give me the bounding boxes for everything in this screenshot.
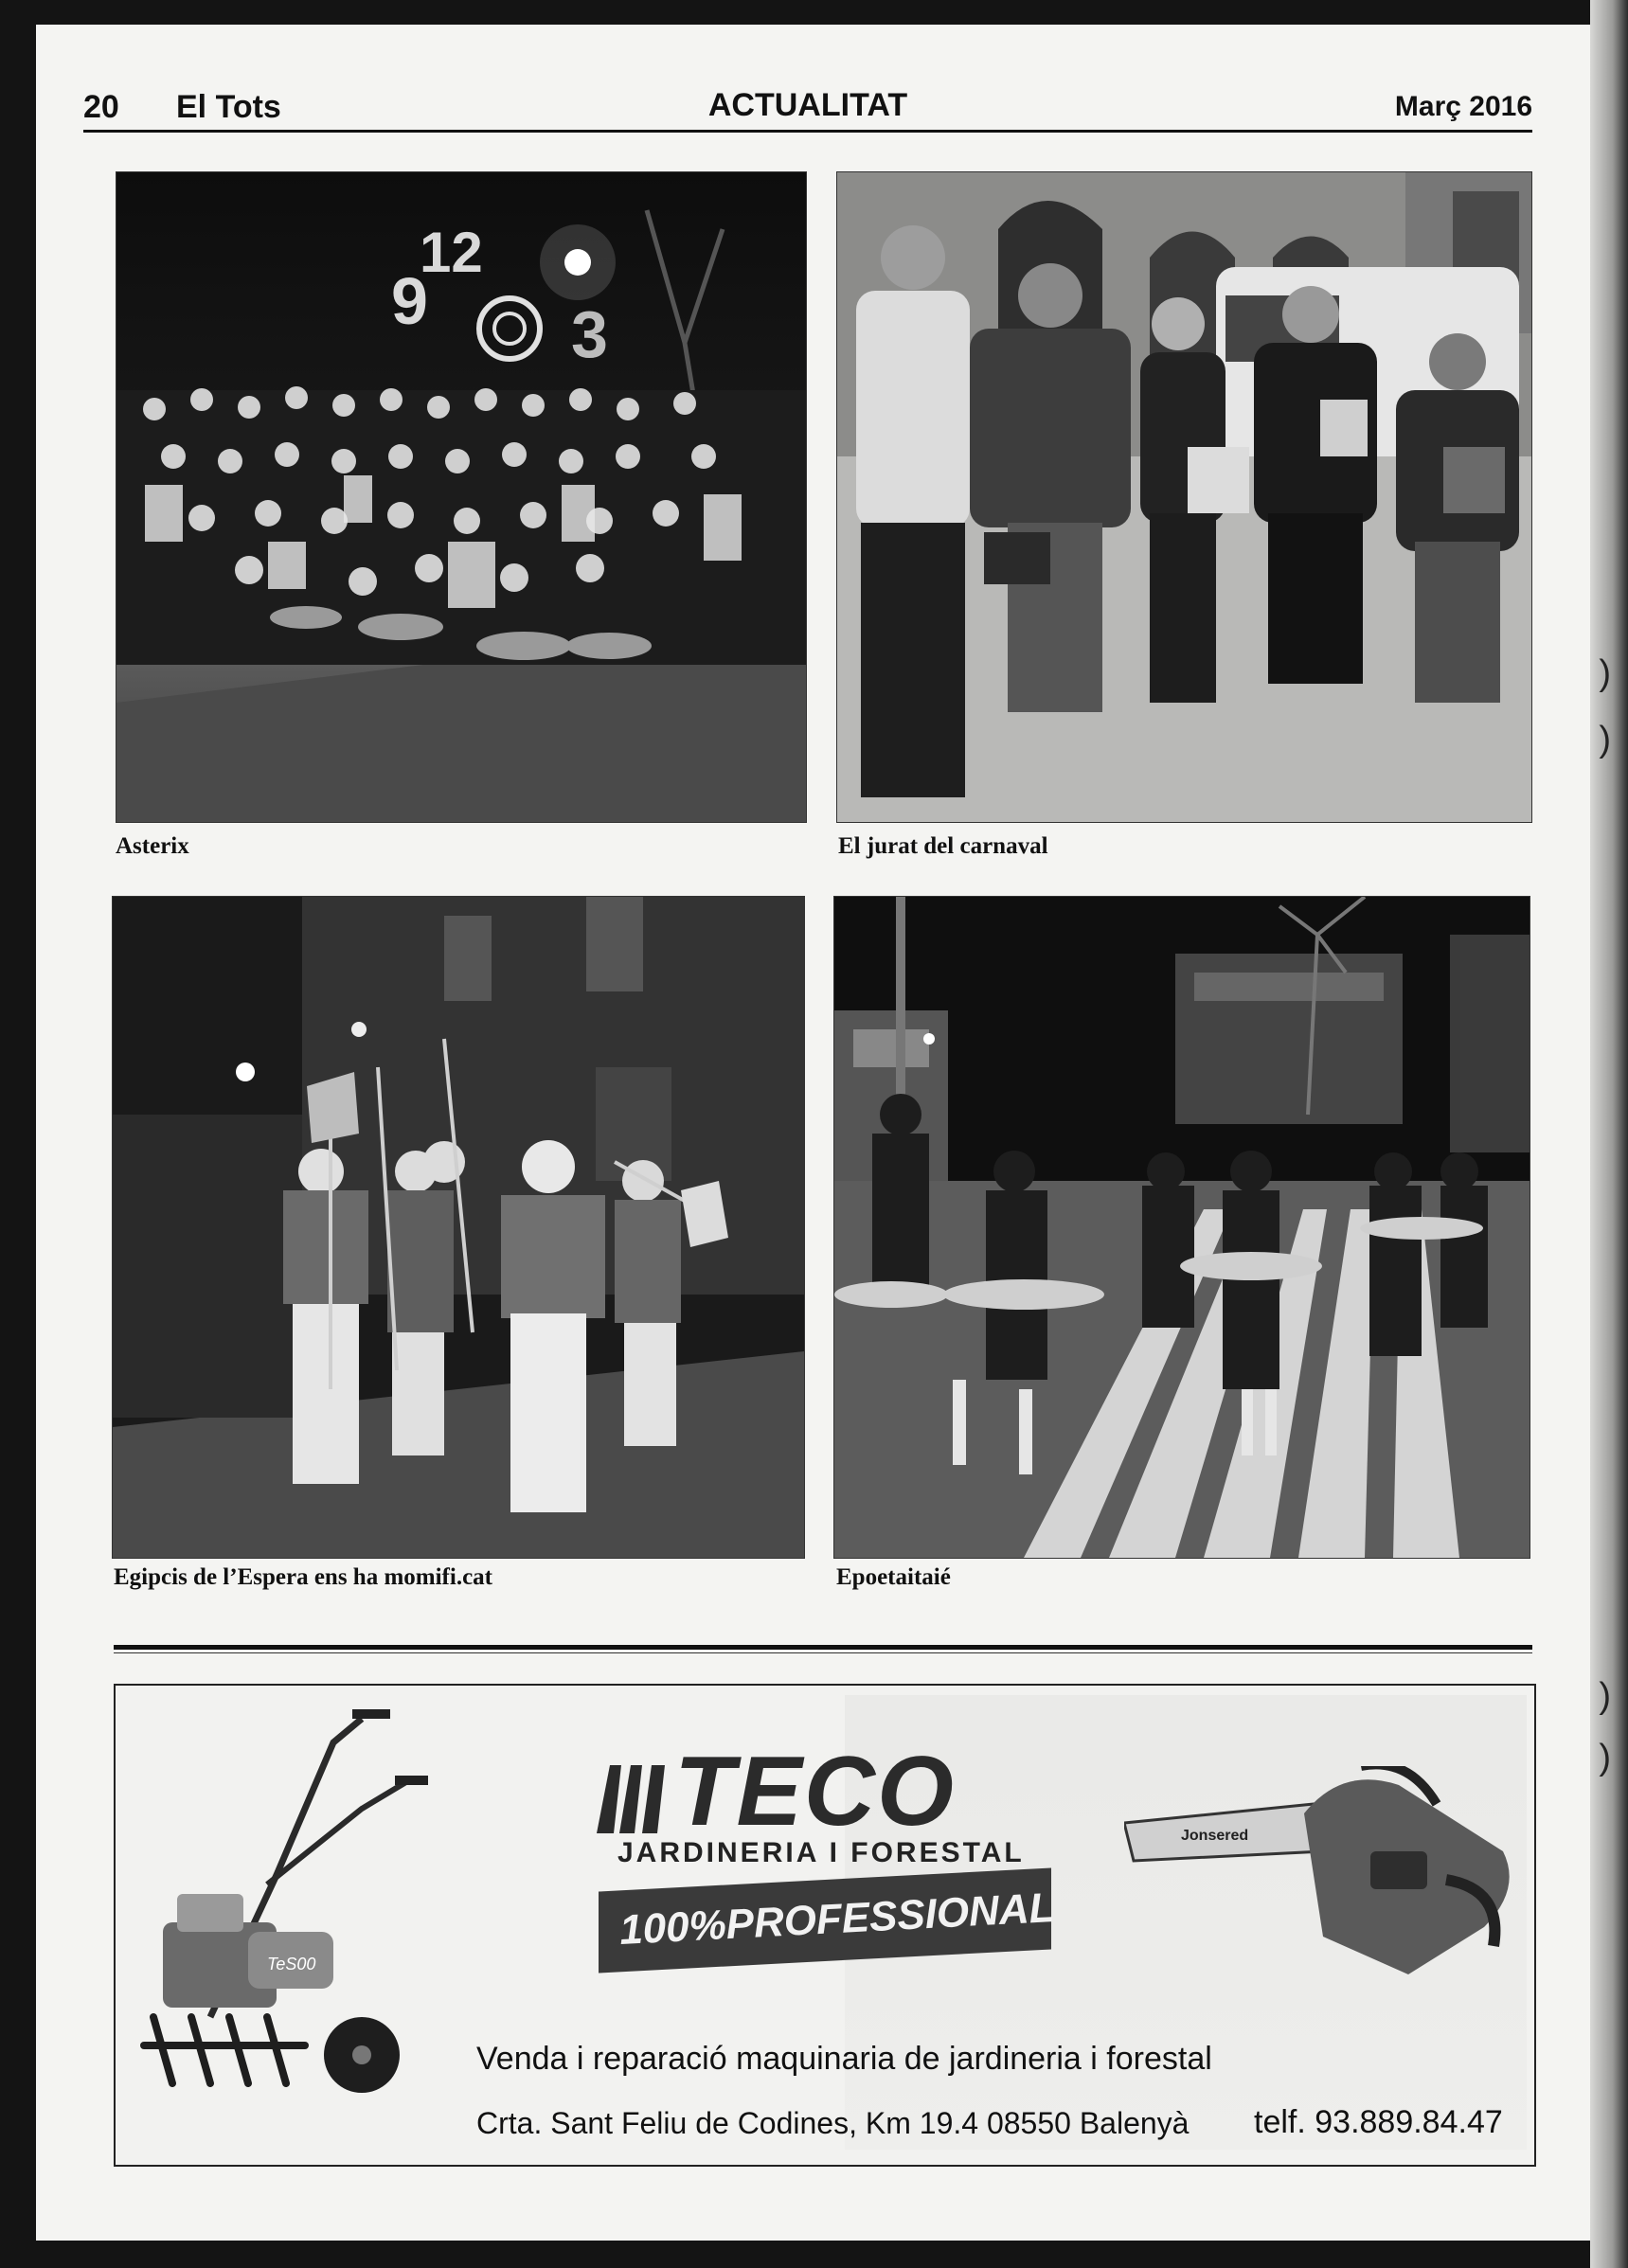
caption-asterix: Asterix	[116, 833, 189, 859]
binding-mark: )	[1599, 1738, 1611, 1777]
photo-jurat	[836, 171, 1532, 823]
svg-text:9: 9	[391, 264, 428, 338]
binding-mark: )	[1599, 720, 1611, 759]
header-rule	[83, 130, 1532, 133]
teco-logo-stripes	[597, 1765, 672, 1833]
professional-badge-text: 100%PROFESSIONAL	[618, 1884, 1056, 1954]
publication-name: El Tots	[176, 89, 281, 125]
divider-rule-thin	[114, 1652, 1532, 1653]
svg-text:12: 12	[420, 221, 483, 284]
binding-mark: )	[1599, 653, 1611, 693]
tiller-model-label: TeS00	[267, 1955, 316, 1973]
saw-brand-label: Jonsered	[1181, 1828, 1249, 1844]
ad-phone: telf. 93.889.84.47	[1254, 2104, 1503, 2140]
photo-epoetaitaie	[833, 896, 1530, 1559]
page-edge	[1590, 0, 1628, 2268]
caption-egipcis: Egipcis de l’Espera ens ha momifi.cat	[114, 1564, 492, 1590]
teco-brand: TECO	[674, 1737, 956, 1847]
section-title: ACTUALITAT	[707, 87, 908, 123]
chainsaw-image	[1124, 1766, 1522, 1984]
divider-rule	[114, 1645, 1532, 1650]
tiller-image	[125, 1705, 428, 2102]
teco-subtitle: JARDINERIA I FORESTAL	[617, 1837, 1025, 1868]
binding-mark: )	[1599, 1676, 1611, 1716]
caption-jurat: El jurat del carnaval	[838, 833, 1048, 859]
svg-text:3: 3	[571, 297, 608, 371]
photo-egipcis	[112, 896, 805, 1559]
ad-description: Venda i reparació maquinaria de jardineria i forestal	[476, 2041, 1212, 2077]
teco-advertisement	[114, 1684, 1536, 2167]
ad-address: Crta. Sant Feliu de Codines, Km 19.4 08550 Balenyà	[476, 2106, 1190, 2140]
issue-date: Març 2016	[1394, 91, 1532, 122]
page-header	[83, 63, 1532, 129]
page-number: 20	[83, 89, 119, 125]
photo-asterix	[116, 171, 807, 823]
caption-epoetaitaie: Epoetaitaié	[836, 1564, 951, 1590]
